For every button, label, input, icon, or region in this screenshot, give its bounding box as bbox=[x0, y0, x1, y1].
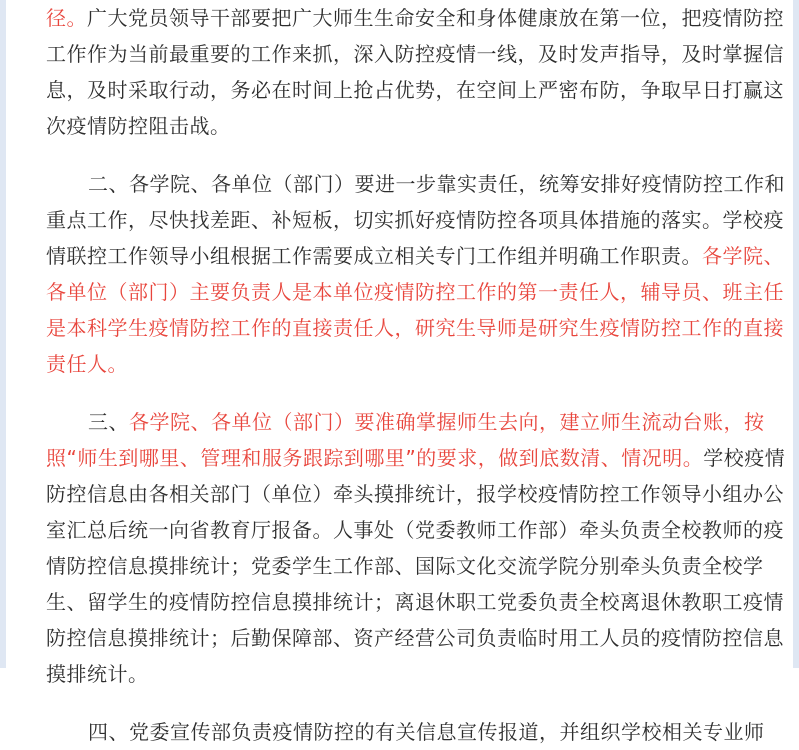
text-run-highlight: 各学院、 bbox=[702, 244, 784, 268]
paragraph-1 bbox=[46, 0, 784, 144]
text-line bbox=[46, 584, 784, 620]
text-line bbox=[46, 72, 784, 108]
text-line bbox=[46, 36, 784, 72]
text-run: 摸排统计。 bbox=[46, 662, 149, 686]
text-run: 广大党员领导干部要把广大师生生命安全和身体健康放在第一位，把疫情防控 bbox=[87, 6, 784, 30]
text-run: 室汇总后统一向省教育厅报备。人事处（党委教师工作部）牵头负责全校教师的疫 bbox=[46, 518, 784, 542]
text-run-highlight: 各学院、各单位（部门）要准确掌握师生去向，建立师生流动台账，按 bbox=[129, 410, 765, 434]
text-run: 防控信息由各相关部门（单位）牵头摸排统计，报学校疫情防控工作领导小组办公 bbox=[46, 482, 784, 506]
text-run: 情防控信息摸排统计；党委学生工作部、国际文化交流学院分别牵头负责全校学 bbox=[46, 554, 764, 578]
text-run: 二、各学院、各单位（部门）要进一步靠实责任，统筹安排好疫情防控工作和 bbox=[88, 172, 785, 196]
text-line bbox=[46, 166, 785, 202]
text-run: 工作作为当前最重要的工作来抓，深入防控疫情一线，及时发声指导，及时掌握信 bbox=[46, 42, 784, 66]
text-run: 学校疫情 bbox=[703, 446, 786, 470]
text-run-highlight: 各单位（部门）主要负责人是本单位疫情防控工作的第一责任人，辅导员、班主任 bbox=[46, 280, 784, 304]
text-line bbox=[46, 346, 768, 382]
text-run-highlight: 径。 bbox=[46, 6, 87, 30]
text-line bbox=[46, 238, 784, 274]
text-line bbox=[46, 656, 768, 692]
text-run-highlight: 责任人。 bbox=[46, 352, 128, 376]
text-run: 生、留学生的疫情防控信息摸排统计；离退休职工党委负责全校离退休教职工疫情 bbox=[46, 590, 784, 614]
text-run-highlight: 是本科学生疫情防控工作的直接责任人，研究生导师是研究生疫情防控工作的直接 bbox=[46, 316, 784, 340]
text-line bbox=[46, 714, 768, 750]
text-run: 情联控工作领导小组根据工作需要成立相关专门工作组并明确工作职责。 bbox=[46, 244, 702, 268]
document-body bbox=[46, 0, 786, 750]
paragraph-3 bbox=[46, 404, 786, 692]
text-line bbox=[46, 476, 784, 512]
text-run: 息，及时采取行动，务必在时间上抢占优势，在空间上严密布防，争取早日打赢这 bbox=[46, 78, 784, 102]
text-run-highlight: 照“师生到哪里、管理和服务跟踪到哪里”的要求，做到底数清、情况明。 bbox=[46, 446, 704, 470]
paragraph-2 bbox=[46, 166, 785, 382]
text-line bbox=[46, 440, 786, 476]
paragraph-gap bbox=[46, 692, 768, 714]
text-line bbox=[46, 404, 768, 440]
text-line bbox=[46, 310, 784, 346]
text-run: 三、 bbox=[88, 410, 129, 434]
text-run: 防控信息摸排统计；后勤保障部、资产经营公司负责临时用工人员的疫情防控信息 bbox=[46, 626, 784, 650]
text-line bbox=[46, 0, 784, 36]
text-line bbox=[46, 548, 768, 584]
text-line bbox=[46, 274, 784, 310]
text-run: 重点工作，尽快找差距、补短板，切实抓好疫情防控各项具体措施的落实。学校疫 bbox=[46, 208, 784, 232]
text-line bbox=[46, 512, 784, 548]
text-run: 四、党委宣传部负责疫情防控的有关信息宣传报道，并组织学校相关专业师 bbox=[88, 720, 765, 744]
paragraph-gap bbox=[46, 382, 768, 404]
text-line bbox=[46, 620, 784, 656]
text-line bbox=[46, 108, 768, 144]
paragraph-4 bbox=[46, 714, 768, 750]
text-run: 次疫情防控阻击战。 bbox=[46, 114, 231, 138]
text-line bbox=[46, 202, 784, 238]
paragraph-gap bbox=[46, 144, 768, 166]
